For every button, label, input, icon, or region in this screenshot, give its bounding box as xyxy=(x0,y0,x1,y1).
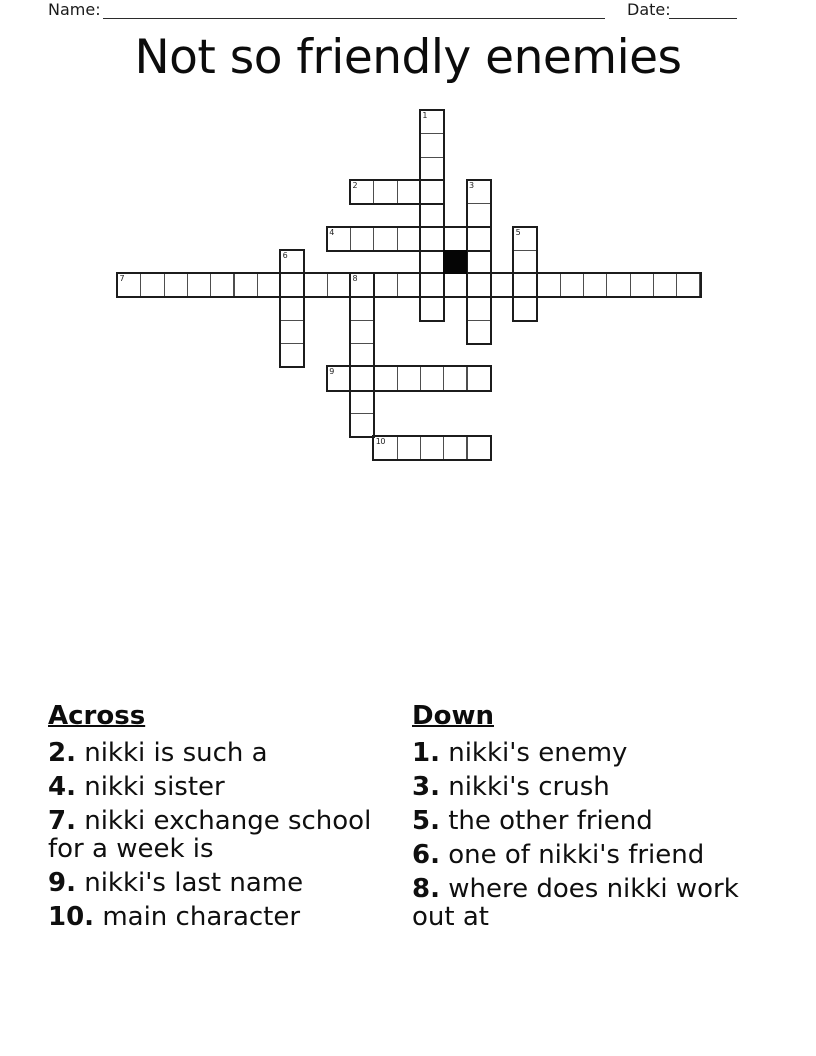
grid-cell xyxy=(397,366,421,390)
grid-cell xyxy=(443,227,467,251)
grid-cell xyxy=(467,320,491,344)
grid-cell xyxy=(630,273,654,297)
grid-cell xyxy=(467,250,491,274)
grid-cell xyxy=(327,227,351,251)
clue-item: 7. nikki exchange school for a week is xyxy=(48,806,372,864)
grid-cell xyxy=(420,203,444,227)
grid-cell xyxy=(467,436,491,460)
grid-cell xyxy=(467,180,491,204)
grid-cell xyxy=(420,133,444,157)
across-clues-column xyxy=(48,700,388,937)
grid-cell xyxy=(350,273,374,297)
clue-item: 3. nikki's crush xyxy=(412,772,610,802)
grid-cell xyxy=(350,366,374,390)
grid-cell xyxy=(513,250,537,274)
across-heading: Across xyxy=(48,701,146,731)
grid-cell xyxy=(467,273,491,297)
clue-number: 10. xyxy=(48,902,95,932)
grid-cell xyxy=(350,390,374,414)
grid-cell xyxy=(373,227,397,251)
grid-cell xyxy=(513,296,537,320)
grid-cell xyxy=(676,273,700,297)
clue-number: 7. xyxy=(48,806,76,836)
grid-cell-number: 6 xyxy=(282,250,288,260)
clue-item: 5. the other friend xyxy=(412,806,653,836)
grid-cell xyxy=(373,366,397,390)
grid-cell-number: 2 xyxy=(352,180,358,190)
grid-cell xyxy=(280,296,304,320)
grid-cell-number: 9 xyxy=(329,367,334,377)
grid-cell-number: 7 xyxy=(119,274,125,284)
clue-item: 6. one of nikki's friend xyxy=(412,840,705,870)
grid-cell xyxy=(280,320,304,344)
grid-cell-number: 3 xyxy=(469,180,474,190)
grid-cell xyxy=(234,273,258,297)
black-cell xyxy=(443,250,467,274)
across-clue-list xyxy=(48,739,388,931)
grid-cell xyxy=(257,273,281,297)
grid-cell xyxy=(303,273,327,297)
grid-cell xyxy=(653,273,677,297)
clue-number: 2. xyxy=(48,738,76,768)
grid-cell xyxy=(210,273,234,297)
clue-number: 6. xyxy=(412,840,440,870)
grid-cell xyxy=(443,436,467,460)
name-label: Name: xyxy=(48,0,101,19)
grid-cell xyxy=(373,180,397,204)
grid-cell-number: 10 xyxy=(375,437,385,447)
grid-cell xyxy=(443,273,467,297)
grid-cell xyxy=(350,296,374,320)
grid-cell xyxy=(373,436,397,460)
grid-cell xyxy=(443,366,467,390)
grid-cell xyxy=(536,273,560,297)
grid-cell xyxy=(397,273,421,297)
grid-cell xyxy=(420,366,444,390)
grid-cell xyxy=(397,436,421,460)
grid-cell xyxy=(467,203,491,227)
grid-cell xyxy=(467,366,491,390)
grid-cell xyxy=(490,273,514,297)
grid-cell xyxy=(467,296,491,320)
clue-item: 10. main character xyxy=(48,902,301,932)
grid-cell xyxy=(280,273,304,297)
grid-cell xyxy=(560,273,584,297)
clue-item: 4. nikki sister xyxy=(48,772,225,802)
grid-cell xyxy=(467,227,491,251)
grid-cell xyxy=(350,413,374,437)
grid-cell xyxy=(420,157,444,181)
grid-cell xyxy=(327,273,351,297)
grid-cell xyxy=(164,273,188,297)
clue-item: 9. nikki's last name xyxy=(48,868,304,898)
date-label: Date: xyxy=(627,0,671,19)
grid-cell xyxy=(350,227,374,251)
grid-cell xyxy=(117,273,141,297)
grid-cell xyxy=(420,180,444,204)
page-title: Not so friendly enemies xyxy=(134,30,682,85)
grid-cell xyxy=(350,320,374,344)
grid-cell xyxy=(583,273,607,297)
down-clues-column xyxy=(412,700,752,937)
grid-cell-number: 8 xyxy=(352,274,358,284)
grid-cell xyxy=(420,296,444,320)
grid-cell xyxy=(513,227,537,251)
clue-number: 3. xyxy=(412,772,440,802)
grid-cell xyxy=(420,436,444,460)
grid-cell xyxy=(420,273,444,297)
grid-cell xyxy=(420,250,444,274)
grid-cell xyxy=(397,227,421,251)
grid-cell xyxy=(420,110,444,134)
clue-number: 8. xyxy=(412,874,440,904)
grid-cell-number: 4 xyxy=(329,227,334,237)
down-clue-list xyxy=(412,739,752,931)
grid-cell xyxy=(420,227,444,251)
clue-number: 4. xyxy=(48,772,76,802)
grid-cell xyxy=(397,180,421,204)
grid-cell xyxy=(606,273,630,297)
clue-number: 5. xyxy=(412,806,440,836)
grid-cell xyxy=(513,273,537,297)
grid-cell xyxy=(280,250,304,274)
grid-cell xyxy=(280,343,304,367)
clue-item: 1. nikki's enemy xyxy=(412,738,628,768)
grid-cell xyxy=(350,180,374,204)
clue-number: 9. xyxy=(48,868,76,898)
grid-cell-number: 5 xyxy=(515,227,521,237)
grid-cell xyxy=(140,273,164,297)
grid-cell xyxy=(373,273,397,297)
grid-cell xyxy=(327,366,351,390)
grid-cell xyxy=(350,343,374,367)
clue-item: 2. nikki is such a xyxy=(48,738,268,768)
grid-cell-number: 1 xyxy=(422,111,427,120)
down-heading: Down xyxy=(412,701,494,731)
clue-number: 1. xyxy=(412,738,440,768)
clue-item: 8. where does nikki work out at xyxy=(412,874,739,932)
grid-cell xyxy=(187,273,211,297)
